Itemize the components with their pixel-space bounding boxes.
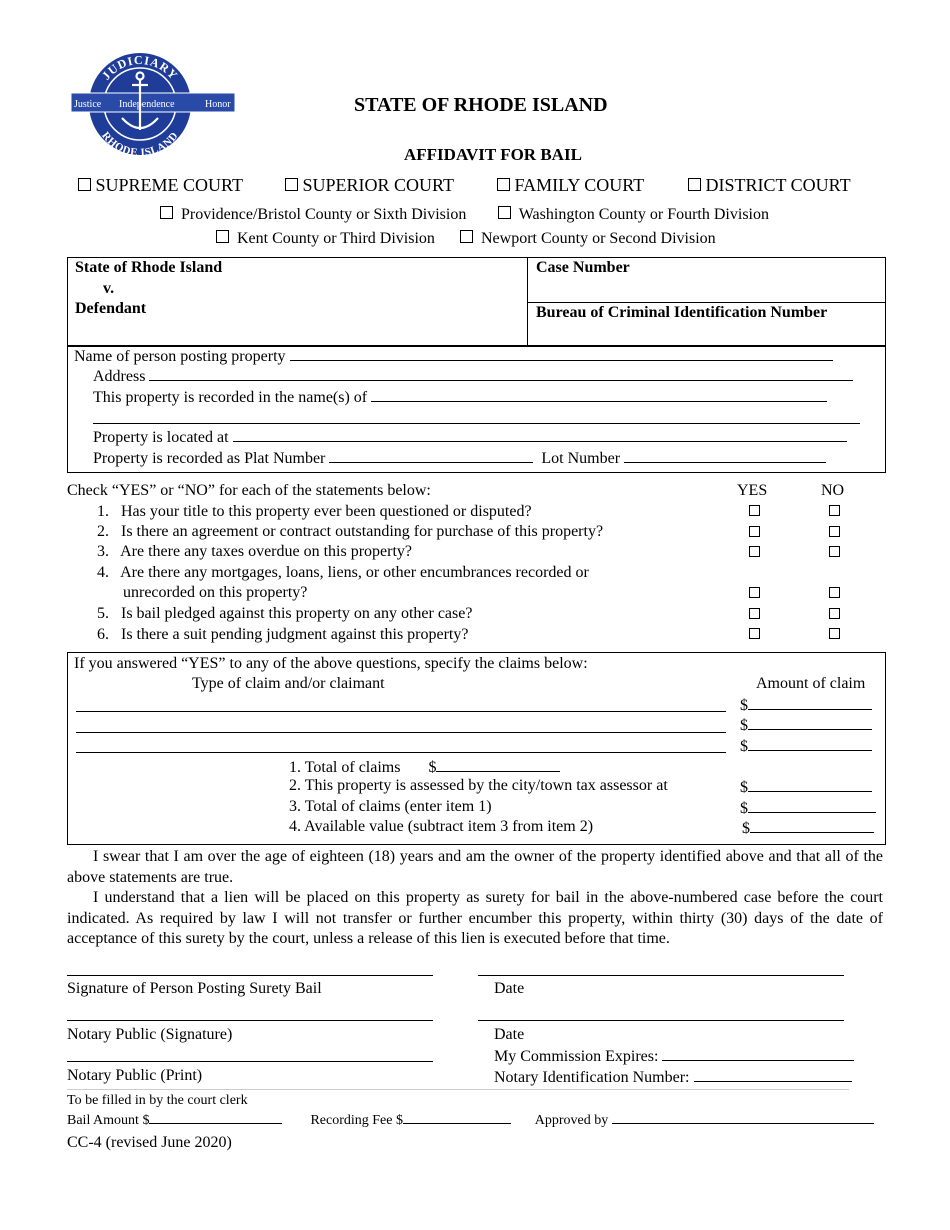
claim-amount-row — [740, 736, 872, 756]
claim-type-input-3[interactable] — [76, 752, 726, 753]
clerk-fields-row — [67, 1111, 874, 1129]
checkbox-icon[interactable] — [160, 206, 173, 219]
commission-input[interactable] — [662, 1046, 854, 1061]
court-option-supreme[interactable] — [78, 175, 243, 196]
court-option-family[interactable] — [497, 175, 644, 196]
recorded-name-continuation[interactable] — [93, 423, 860, 424]
plat-input[interactable] — [329, 448, 533, 463]
assessed-value-field — [740, 777, 872, 797]
question-number: 1. — [97, 503, 109, 520]
checkbox-icon[interactable] — [460, 230, 473, 243]
bail-amount-label: Bail Amount $ — [67, 1113, 150, 1128]
total-claims-input[interactable] — [436, 757, 560, 772]
assessed-value-input[interactable] — [748, 777, 872, 792]
court-seal — [70, 52, 236, 160]
yes-checkbox-q3[interactable] — [749, 546, 760, 557]
available-value-row — [289, 818, 593, 836]
total-claims-label: 1. Total of claims — [289, 759, 401, 776]
dollar-sign: $ — [742, 820, 750, 837]
question-text-continued: unrecorded on this property? — [123, 584, 308, 601]
recorded-name-label: This property is recorded in the name(s) of — [93, 389, 368, 406]
question-text: Has your title to this property ever been questioned or disputed? — [121, 503, 532, 520]
recording-fee-input[interactable] — [403, 1111, 511, 1124]
question-row — [97, 503, 532, 521]
plat-row — [93, 448, 826, 468]
address-label: Address — [93, 368, 146, 385]
division-option-kent[interactable] — [216, 230, 435, 248]
notary-print-label: Notary Public (Print) — [67, 1067, 203, 1084]
dollar-sign: $ — [428, 759, 437, 776]
location-input[interactable] — [233, 427, 847, 442]
address-row — [93, 366, 853, 386]
claim-type-input-1[interactable] — [76, 711, 726, 712]
claim-amount-input[interactable] — [748, 736, 872, 751]
location-row — [93, 427, 847, 447]
no-checkbox-q2[interactable] — [829, 526, 840, 537]
plaintiff-label: State of Rhode Island — [75, 259, 223, 276]
dollar-sign: $ — [740, 738, 748, 755]
claim-amount-row — [740, 695, 872, 715]
question-number: 3. — [97, 543, 109, 560]
court-option-superior[interactable] — [285, 175, 454, 196]
seal-top-text: JUDICIARY — [98, 52, 181, 83]
yes-header: YES — [737, 482, 768, 499]
commission-label: My Commission Expires: — [494, 1048, 659, 1065]
date1-line[interactable] — [478, 975, 844, 976]
commission-row — [494, 1046, 854, 1066]
notary-id-input[interactable] — [694, 1067, 852, 1082]
available-value-field — [742, 818, 874, 838]
question-text: Is there a suit pending judgment against this property? — [121, 626, 469, 643]
address-input[interactable] — [149, 366, 853, 381]
available-value-label: 4. Available value (subtract item 3 from item 2) — [289, 818, 594, 835]
date1-label: Date — [494, 980, 525, 997]
location-label: Property is located at — [93, 429, 229, 446]
division-label: Providence/Bristol County or Sixth Division — [181, 206, 467, 223]
no-checkbox-q4[interactable] — [829, 587, 840, 598]
question-row — [97, 626, 468, 644]
lot-input[interactable] — [624, 448, 826, 463]
owner-name-input[interactable] — [290, 346, 833, 361]
owner-name-row — [74, 346, 833, 366]
claim-amount-input[interactable] — [748, 695, 872, 710]
no-header: NO — [821, 482, 845, 499]
versus-label: v. — [103, 280, 115, 297]
yes-checkbox-q6[interactable] — [749, 628, 760, 639]
recording-fee-label: Recording Fee $ — [310, 1113, 403, 1128]
lien-text: I understand that a lien will be placed on this property as surety for bail in the above-numbered case before the court indicated. As required by law I will not transfer or further encumber this property, within thirty (30) days of the date of acceptance of this surety by the court, unless a release of this lien is executed before that time. — [67, 889, 883, 947]
bail-amount-input[interactable] — [149, 1111, 282, 1124]
division-label: Kent County or Third Division — [237, 230, 435, 247]
checkbox-icon[interactable] — [497, 178, 510, 191]
claim-type-input-2[interactable] — [76, 732, 726, 733]
seal-right-word: Honor — [205, 99, 231, 110]
checkbox-icon[interactable] — [216, 230, 229, 243]
division-option-providence[interactable] — [160, 206, 466, 224]
notary-id-row — [494, 1067, 852, 1087]
question-row — [97, 523, 603, 541]
question-text: Are there any mortgages, loans, liens, or other encumbrances recorded or — [120, 564, 589, 581]
oath-statement — [67, 847, 883, 888]
owner-name-label: Name of person posting property — [74, 348, 286, 365]
checkbox-icon[interactable] — [688, 178, 701, 191]
question-number: 6. — [97, 626, 109, 643]
seal-graphic — [70, 52, 236, 160]
question-text: Is there an agreement or contract outstanding for purchase of this property? — [121, 523, 604, 540]
lien-statement — [67, 888, 883, 950]
yes-checkbox-q5[interactable] — [749, 608, 760, 619]
claim-amount-input[interactable] — [748, 715, 872, 730]
division-label: Washington County or Fourth Division — [518, 206, 769, 223]
defendant-label[interactable]: Defendant — [75, 300, 147, 317]
checkbox-icon[interactable] — [78, 178, 91, 191]
question-number: 2. — [97, 523, 109, 540]
clerk-heading: To be filled in by the court clerk — [67, 1093, 248, 1108]
bci-number-field[interactable]: Bureau of Criminal Identification Number — [536, 304, 828, 321]
approved-by-input[interactable] — [612, 1111, 874, 1124]
court-option-district[interactable] — [688, 175, 851, 196]
question-text: Is bail pledged against this property on any other case? — [121, 605, 473, 622]
yes-checkbox-q2[interactable] — [749, 526, 760, 537]
question-text: Are there any taxes overdue on this property? — [120, 543, 413, 560]
recorded-name-row — [93, 387, 827, 407]
division-option-washington[interactable] — [498, 206, 769, 224]
checkbox-icon[interactable] — [498, 206, 511, 219]
oath-text: I swear that I am over the age of eighteen (18) years and am the owner of the property identified above and that all of the above statements are true. — [67, 848, 883, 886]
total-enter-input[interactable] — [748, 798, 876, 813]
dollar-sign: $ — [740, 800, 748, 817]
claim-type-header: Type of claim and/or claimant — [192, 675, 385, 692]
total-enter-field — [740, 798, 876, 818]
dollar-sign: $ — [740, 779, 748, 796]
court-label: SUPREME COURT — [95, 175, 243, 195]
question-number: 4. — [97, 564, 109, 581]
claims-instruction: If you answered “YES” to any of the above questions, specify the claims below: — [74, 655, 588, 672]
total-enter-row — [289, 798, 492, 816]
court-label: FAMILY COURT — [514, 175, 645, 195]
notary-print-line[interactable] — [67, 1061, 433, 1062]
caption-right-divider — [527, 302, 886, 303]
lot-label: Lot Number — [541, 450, 621, 467]
checkbox-icon[interactable] — [285, 178, 298, 191]
yes-checkbox-q4[interactable] — [749, 587, 760, 598]
case-number-field[interactable]: Case Number — [536, 259, 630, 276]
question-number: 5. — [97, 605, 109, 622]
claim-amount-row — [740, 715, 872, 735]
question-row — [97, 605, 472, 623]
seal-bottom-text: RHODE ISLAND — [99, 129, 181, 160]
total-claims-row — [289, 757, 560, 777]
notary-signature-line[interactable] — [67, 1020, 433, 1021]
no-checkbox-q6[interactable] — [829, 628, 840, 639]
clerk-separator — [67, 1089, 849, 1090]
division-option-newport[interactable] — [460, 230, 716, 248]
seal-center-word: Independence — [119, 99, 175, 110]
court-label: SUPERIOR COURT — [302, 175, 454, 195]
question-row — [97, 543, 412, 561]
form-title: AFFIDAVIT FOR BAIL — [404, 145, 582, 164]
seal-left-word: Justice — [74, 99, 102, 110]
no-checkbox-q1[interactable] — [829, 505, 840, 516]
date2-line[interactable] — [478, 1020, 844, 1021]
question-row — [97, 564, 589, 582]
dollar-sign: $ — [740, 717, 748, 734]
court-label: DISTRICT COURT — [705, 175, 851, 195]
approved-by-label: Approved by — [534, 1113, 609, 1128]
notary-id-label: Notary Identification Number: — [494, 1069, 690, 1086]
no-checkbox-q3[interactable] — [829, 546, 840, 557]
plat-label: Property is recorded as Plat Number — [93, 450, 326, 467]
notary-signature-label: Notary Public (Signature) — [67, 1026, 233, 1043]
surety-signature-line[interactable] — [67, 975, 433, 976]
claim-amount-header: Amount of claim — [756, 675, 866, 692]
available-value-input[interactable] — [750, 818, 874, 833]
assessed-value-label: 2. This property is assessed by the city/town tax assessor at — [289, 777, 668, 794]
date2-label: Date — [494, 1026, 525, 1043]
dollar-sign: $ — [740, 697, 748, 714]
questions-instruction: Check “YES” or “NO” for each of the statements below: — [67, 482, 431, 499]
state-title: STATE OF RHODE ISLAND — [354, 94, 608, 116]
division-label: Newport County or Second Division — [481, 230, 716, 247]
recorded-name-input[interactable] — [371, 387, 827, 402]
total-enter-label: 3. Total of claims (enter item 1) — [289, 798, 492, 815]
yes-checkbox-q1[interactable] — [749, 505, 760, 516]
no-checkbox-q5[interactable] — [829, 608, 840, 619]
form-id: CC-4 (revised June 2020) — [67, 1134, 232, 1151]
surety-signature-label: Signature of Person Posting Surety Bail — [67, 980, 322, 997]
assessed-value-row — [289, 777, 668, 795]
